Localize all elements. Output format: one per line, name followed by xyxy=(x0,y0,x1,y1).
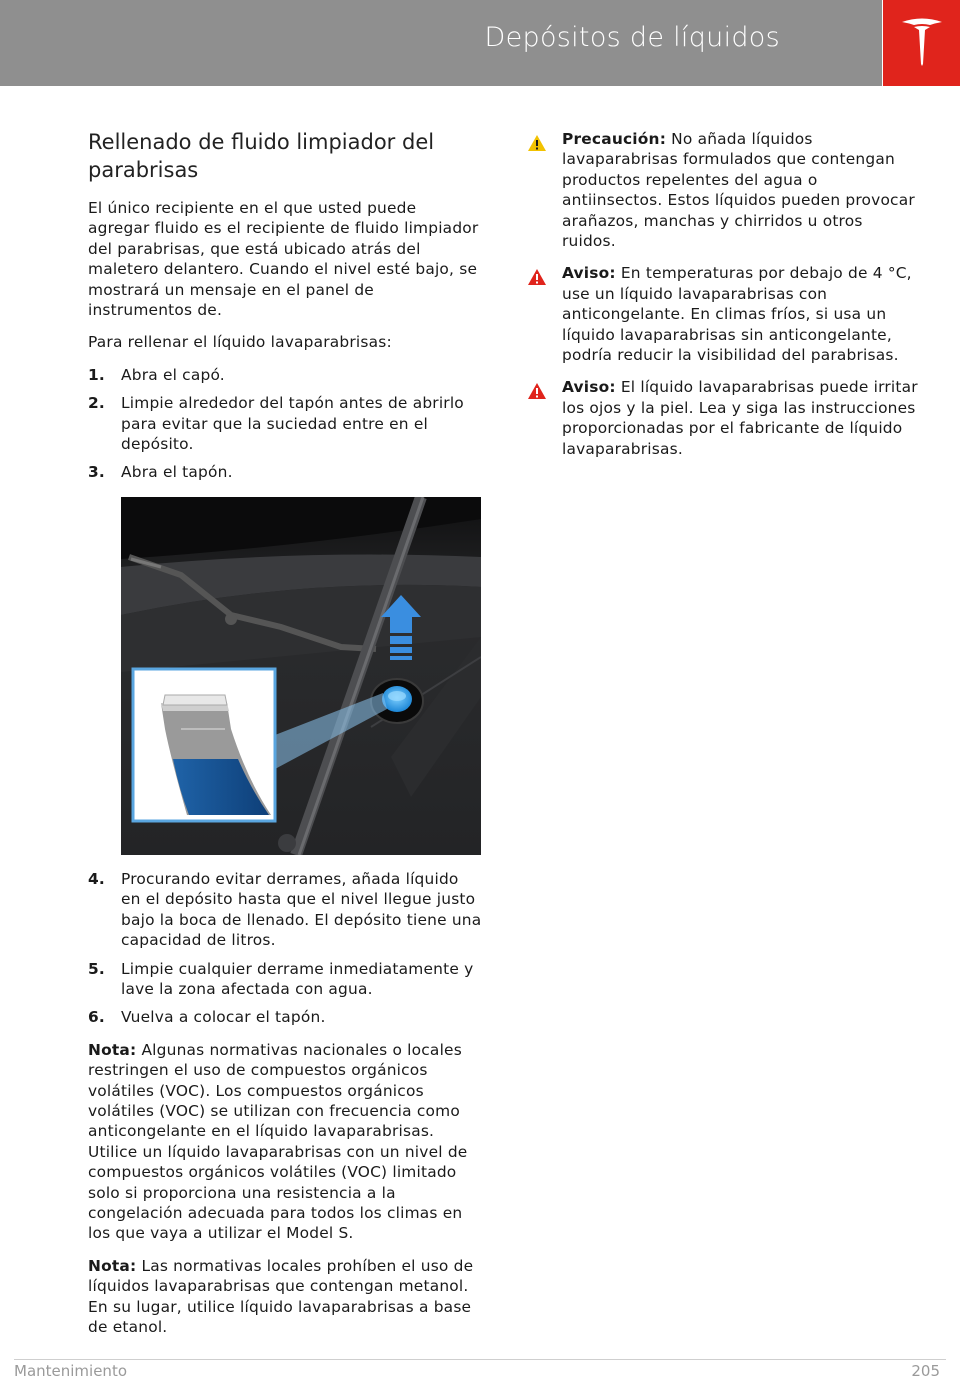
notice-text xyxy=(562,129,921,251)
note-text: Algunas normativas nacionales o locales restringen el uso de compuestos orgánicos volátiles (VOC). Los compuestos orgánicos volátiles (VOC) se utilizan con frecuencia como anticongelante en el líquido lavaparabrisas. Utilice un líquido lavaparabrisas con un nivel de compuestos orgánicos volátiles (VOC) limitado solo si proporciona una resistencia a la congelación adecuada para todos los climas en los que vaya a utilizar el Model S. xyxy=(88,1040,468,1243)
list-item xyxy=(88,959,482,1000)
steps-lead: Para rellenar el líquido lavaparabrisas: xyxy=(88,333,392,352)
page-number: 205 xyxy=(911,1362,940,1380)
note-text: Las normativas locales prohíben el uso de líquidos lavaparabrisas que contengan metanol. En su lugar, utilice líquido lavaparabrisas a base de etanol. xyxy=(88,1256,474,1336)
list-item xyxy=(88,1007,482,1027)
list-item xyxy=(88,393,482,454)
list-item xyxy=(88,365,482,385)
notice-body: El líquido lavaparabrisas puede irritar los ojos y la piel. Lea y siga las instrucciones proporcionadas por el fabricante de líquido lavaparabrisas. xyxy=(562,378,918,458)
step-number: 4. xyxy=(88,869,105,888)
notice-label: Precaución: xyxy=(562,130,667,148)
warning-notice xyxy=(527,377,921,459)
step-number: 3. xyxy=(88,463,105,482)
step-number: 2. xyxy=(88,394,105,413)
notice-body: No añada líquidos lavaparabrisas formulados que contengan productos repelentes del agua o antiinsectos. Estos líquidos pueden provocar arañazos, manchas y chirridos u otros ruidos. xyxy=(562,130,915,251)
section-heading: Rellenado de fluido limpiador del parabrisas xyxy=(88,130,435,182)
warning-triangle-icon xyxy=(527,268,547,286)
intro-paragraph: El único recipiente en el que usted puede agregar fluido es el recipiente de fluido limpiador del parabrisas, que está ubicado atrás del maletero delantero. Cuando el nivel esté bajo, se mostrará un mensaje en el panel de instrumentos de. xyxy=(88,199,479,320)
step-text: Procurando evitar derrames, añada líquido en el depósito hasta que el nivel llegue justo bajo la boca de llenado. El depósito tiene una capacidad de litros. xyxy=(121,869,482,950)
step-text: Limpie cualquier derrame inmediatamente y lave la zona afectada con agua. xyxy=(121,959,474,998)
tesla-logo-icon xyxy=(900,16,944,68)
left-column xyxy=(88,128,482,1349)
page-title: Depósitos de líquidos xyxy=(484,22,780,53)
steps-list-b xyxy=(88,869,482,1028)
caution-triangle-icon xyxy=(527,134,547,152)
note-voc xyxy=(88,1040,482,1244)
step-text: Limpie alrededor del tapón antes de abrirlo para evitar que la suciedad entre en el depósito. xyxy=(121,394,464,454)
step-text: Vuelva a colocar el tapón. xyxy=(121,1008,326,1027)
step-number: 5. xyxy=(88,959,105,978)
note-label: Nota: xyxy=(88,1040,137,1059)
notice-label: Aviso: xyxy=(562,378,616,397)
step-number: 1. xyxy=(88,365,105,384)
note-label: Nota: xyxy=(88,1256,137,1275)
notice-body: En temperaturas por debajo de 4 °C, use un líquido lavaparabrisas con anticongelante. En climas fríos, si usa un líquido lavaparabrisas sin anticongelante, podría reducir la visibilidad del parabrisas. xyxy=(562,264,912,365)
right-column xyxy=(527,129,921,471)
footer-divider xyxy=(14,1359,946,1360)
brand-box xyxy=(883,0,960,86)
header-bar xyxy=(0,0,882,86)
washer-reservoir-illustration xyxy=(121,497,481,855)
footer-section: Mantenimiento xyxy=(14,1362,127,1380)
note-methanol xyxy=(88,1256,482,1338)
step-number: 6. xyxy=(88,1008,105,1027)
list-item xyxy=(88,869,482,951)
notice-text xyxy=(562,263,921,365)
steps-list-a xyxy=(88,365,482,483)
list-item xyxy=(88,462,482,482)
caution-notice xyxy=(527,129,921,251)
warning-notice xyxy=(527,263,921,365)
warning-triangle-icon xyxy=(527,382,547,400)
step-text: Abra el capó. xyxy=(121,365,225,384)
step-text: Abra el tapón. xyxy=(121,463,233,482)
notice-label: Aviso: xyxy=(562,264,616,283)
notice-text xyxy=(562,377,921,459)
